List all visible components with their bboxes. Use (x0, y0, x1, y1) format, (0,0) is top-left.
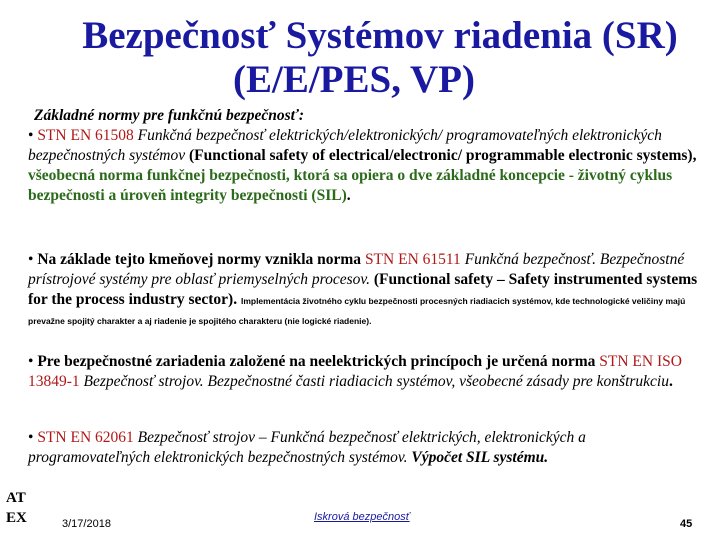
footer-ex: EX (6, 510, 27, 526)
intro-text: Pre bezpečnostné zariadenia založené na neelektrických princípoch je určená norma (37, 353, 596, 370)
footer-at: AT (6, 490, 26, 506)
sil-calculation: Výpočet SIL systému. (411, 449, 549, 466)
standard-title: Funkčná bezpečnosť elektrických/elektronických/ programovateľných elektronických bezpečnostných systémov (28, 127, 662, 164)
bullet-marker: • (28, 429, 34, 446)
bullet-stn-en-61511 (28, 250, 708, 330)
standard-description: všeobecná norma funkčnej bezpečnosti, ktorá sa opiera o dve základné koncepcie - životný cyklus bezpečnosti a úroveň integrity bezpečnosti (SIL) (28, 167, 673, 204)
implementation-note: Implementácia životného cyklu bezpečnosti procesných riadiacich systémov, kde technologické veličiny majú prevažne spojitý charakter a aj riadenie je spojitého charakteru (nie logické riadenie). (28, 296, 686, 326)
standard-title: Bezpečnosť strojov – Funkčná bezpečnosť elektrických, elektronických a programovateľných elektronických bezpečnostných systémov. (28, 429, 586, 466)
bullet-marker: • (28, 127, 34, 144)
slide-title-line2: (E/E/PES, VP) (233, 58, 475, 101)
bullet-stn-en-61508 (28, 126, 708, 206)
period: . (346, 187, 351, 204)
page-number: 45 (680, 518, 693, 530)
intro-heading: Základné normy pre funkčnú bezpečnosť: (34, 107, 305, 124)
intro-text: Na základe tejto kmeňovej normy vznikla norma (37, 251, 362, 268)
standard-code: STN EN 62061 (37, 429, 134, 446)
standard-title: Funkčná bezpečnosť. Bezpečnostné prístrojové systémy pre oblasť priemyselných procesov. (28, 251, 685, 288)
standard-code: STN EN 61511 (364, 251, 461, 268)
standard-title: Bezpečnosť strojov. Bezpečnostné časti riadiacich systémov, všeobecné zásady pre konštrukciu (83, 373, 669, 390)
period: . (668, 373, 673, 390)
footer-center-text: Iskrová bezpečnosť (314, 511, 410, 523)
standard-code: STN EN ISO 13849-1 (28, 353, 682, 390)
bullet-stn-en-iso-13849 (28, 352, 708, 392)
bullet-marker: • (28, 353, 34, 370)
bullet-stn-en-62061 (28, 428, 708, 468)
slide-title-line1: Bezpečnosť Systémov riadenia (SR) (82, 14, 678, 57)
english-title: (Functional safety – Safety instrumented systems for the process industry sector). (28, 271, 698, 308)
footer-date: 3/17/2018 (62, 518, 111, 530)
english-title: (Functional safety of electrical/electronic/ programmable electronic systems), (188, 147, 697, 164)
bullet-marker: • (28, 251, 34, 268)
footer-atex-label (6, 488, 27, 528)
standard-code: STN EN 61508 (37, 127, 134, 144)
